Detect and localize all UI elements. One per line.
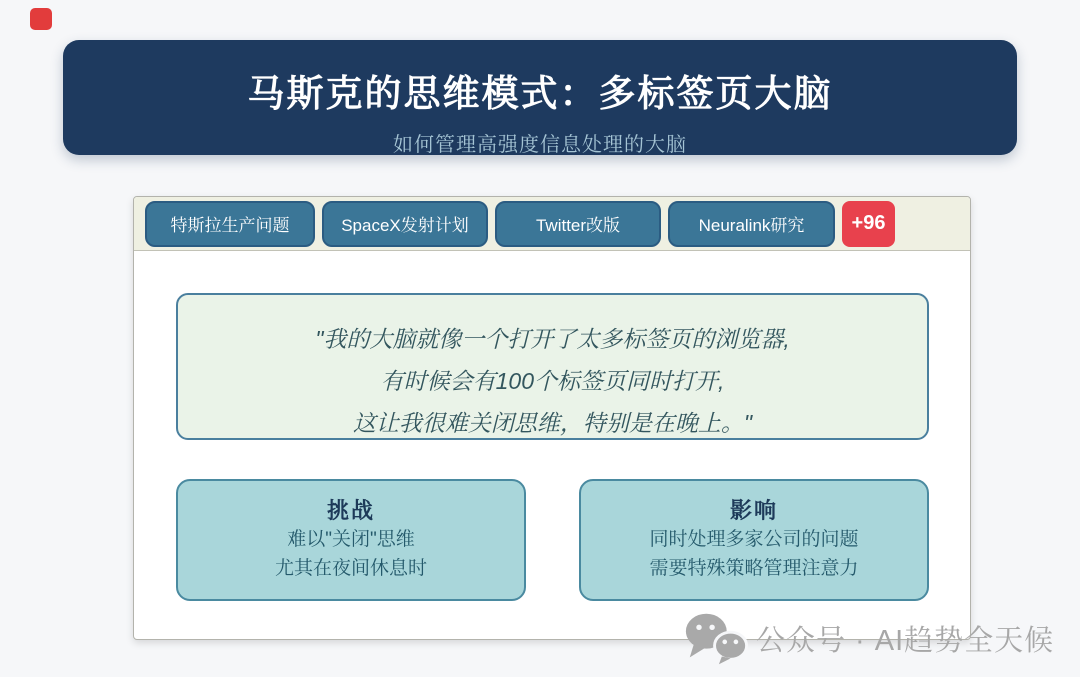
watermark	[682, 610, 1054, 666]
quote-line: 这让我很难关闭思维，特别是在晚上。"	[352, 410, 753, 436]
quote-line: 有时候会有100个标签页同时打开,	[380, 368, 725, 394]
watermark-text: 公众号 · AI趋势全天候	[756, 624, 1055, 657]
browser-window	[133, 196, 971, 640]
quote-box	[176, 293, 929, 440]
challenge-card-line: 尤其在夜间休息时	[274, 558, 427, 579]
tab-spacex[interactable]: SpaceX发射计划	[322, 201, 488, 247]
challenge-card	[176, 479, 526, 601]
browser-tab-bar	[134, 197, 970, 251]
impact-card	[579, 479, 929, 601]
tab-neuralink[interactable]: Neuralink研究	[668, 201, 835, 247]
wechat-icon	[682, 610, 750, 666]
challenge-card-line: 难以"关闭"思维	[287, 529, 415, 550]
impact-card-line: 需要特殊策略管理注意力	[649, 558, 859, 579]
challenge-card-title: 挑战	[326, 498, 375, 523]
impact-card-title: 影响	[729, 498, 778, 523]
impact-card-line: 同时处理多家公司的问题	[649, 529, 859, 550]
quote-line: "我的大脑就像一个打开了太多标签页的浏览器,	[315, 326, 790, 352]
page-subtitle: 如何管理高强度信息处理的大脑	[393, 134, 687, 156]
tab-overflow-count[interactable]: +96	[842, 201, 895, 247]
page-title: 马斯克的思维模式：多标签页大脑	[247, 73, 833, 114]
header-banner	[63, 40, 1017, 155]
brand-dot	[30, 8, 52, 30]
tab-twitter[interactable]: Twitter改版	[495, 201, 661, 247]
tab-tesla[interactable]: 特斯拉生产问题	[145, 201, 315, 247]
